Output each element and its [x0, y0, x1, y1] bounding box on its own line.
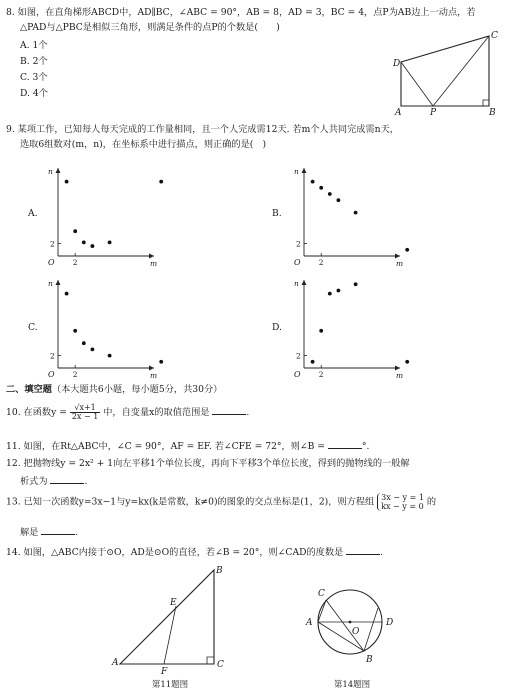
q14-text: 14. 如图，△ABC内接于⊙O，AD是⊙O的直径，若∠B = 20°，则∠CAD的度数是: [6, 547, 344, 558]
data-point: [108, 240, 112, 244]
data-point: [159, 360, 163, 364]
q9-panel-c-label: C.: [28, 322, 38, 333]
data-point: [405, 248, 409, 252]
x-tick-label: 2: [72, 258, 78, 267]
q9-panel-b-label: B.: [272, 208, 282, 219]
q8-label-a: A: [395, 108, 402, 118]
y-axis-arrow: [56, 168, 61, 173]
section2-note: （本大题共6小题，每小题5分，共30分）: [51, 384, 223, 395]
q8-stem-line1: 8. 如图，在直角梯形ABCD中，AD∥BC，∠ABC = 90°，AB = 8，AD = 3，BC = 4，点P为AB边上一动点，若: [6, 7, 476, 18]
fig14-label-a: A: [306, 618, 313, 628]
data-point: [354, 211, 358, 215]
y-axis-arrow: [56, 280, 61, 285]
fig11-label-e: E: [170, 598, 177, 608]
q13-equation-1: 3x − y = 1: [381, 493, 424, 502]
data-point: [82, 341, 86, 345]
x-tick-label: 2: [318, 258, 324, 267]
data-point: [91, 348, 95, 352]
q13-line2-text: 解是: [20, 527, 39, 538]
q10-prefix: 10. 在函数y =: [6, 407, 67, 418]
x-axis-label: m: [396, 371, 404, 380]
q12-line2: 析式为 .: [20, 476, 88, 487]
data-point: [73, 329, 77, 333]
fig14-label-o: O: [352, 627, 360, 637]
q10-line: 10. 在函数y = $\frac{√x+1}{2x - 1}$ 中，自变量x的取值范围是 .: [6, 403, 250, 421]
q8-option-d: D. 4个: [20, 88, 48, 99]
fig11-label-a: A: [112, 658, 119, 668]
data-point: [328, 292, 332, 296]
data-point: [82, 240, 86, 244]
fig14-label-d: D: [386, 618, 394, 628]
fig14-caption: 第14题图: [333, 680, 371, 690]
q8-label-c: C: [491, 31, 498, 41]
y-tick-label: 2: [296, 239, 301, 249]
q8-label-b: B: [489, 108, 496, 118]
x-axis-arrow: [149, 254, 154, 259]
origin-label: O: [48, 370, 55, 379]
data-point: [108, 354, 112, 358]
q9-stem-line2: 选取6组数对(m，n)，在坐标系中进行描点，则正确的是( ): [20, 139, 267, 150]
q10-fraction: [70, 404, 100, 421]
y-tick-label: 2: [296, 351, 301, 361]
q9-scatter-b: [290, 160, 420, 270]
q9-scatter-a: [44, 160, 174, 270]
q13-line1: [6, 493, 436, 511]
fig14-label-c: C: [318, 589, 325, 599]
q12-answer-blank[interactable]: [50, 475, 84, 484]
data-point: [311, 360, 315, 364]
q13-equation-system: [377, 493, 424, 511]
section2-heading: [6, 384, 222, 396]
x-axis-arrow: [395, 254, 400, 259]
q9-scatter-c: [44, 272, 174, 382]
q13-text: 13. 已知一次函数y=3x−1与y=kx(k是常数，k≠0)的图象的交点坐标是(1，2)，则方程组: [6, 496, 375, 508]
q10-denominator: 2x − 1: [71, 412, 99, 421]
data-point: [319, 329, 323, 333]
y-axis-arrow: [302, 168, 307, 173]
origin-label: O: [294, 258, 301, 267]
q9-stem-line1: 9. 某项工作，已知每人每天完成的工作量相同，且一个人完成需12天. 若m个人共同完成需n天，: [6, 124, 399, 135]
x-axis-label: m: [396, 259, 404, 268]
data-point: [91, 244, 95, 248]
y-axis-arrow: [302, 280, 307, 285]
q10-suffix: 中，自变量x的取值范围是: [103, 407, 210, 418]
q13-answer-blank[interactable]: [41, 526, 75, 535]
fig11-caption: 第11题图: [151, 680, 189, 690]
data-point: [73, 229, 77, 233]
q9-panel-d-label: D.: [272, 322, 282, 333]
y-axis-label: n: [294, 279, 299, 288]
q11-answer-blank[interactable]: [328, 440, 362, 449]
q12-line1: 12. 把抛物线y = 2x² + 1向左平移1个单位长度，再向下平移3个单位长度，得到的抛物线的一般解: [6, 458, 410, 469]
data-point: [159, 180, 163, 184]
q8-option-c: C. 3个: [20, 72, 48, 83]
y-axis-label: n: [48, 279, 53, 288]
origin-label: O: [294, 370, 301, 379]
x-axis-label: m: [150, 371, 158, 380]
q11-line: [6, 440, 369, 453]
data-point: [354, 282, 358, 286]
data-point: [337, 198, 341, 202]
q8-option-a: A. 1个: [20, 40, 48, 51]
x-tick-label: 2: [72, 370, 78, 379]
data-point: [311, 180, 315, 184]
q10-answer-blank[interactable]: [212, 406, 246, 415]
q11-suffix: °.: [361, 441, 370, 452]
fig11-label-c: C: [217, 660, 224, 670]
q8-label-d: D: [393, 59, 401, 69]
x-tick-label: 2: [318, 370, 324, 379]
q11-text: 11. 如图，在Rt△ABC中，∠C = 90°，AF = EF. 若∠CFE = 72°，则∠B =: [6, 441, 325, 452]
q14-line: 14. 如图，△ABC内接于⊙O，AD是⊙O的直径，若∠B = 20°，则∠CAD的度数是 .: [6, 547, 384, 558]
q8-label-p: P: [430, 108, 437, 118]
q8-stem-line2: △PAD与△PBC是相似三角形，则满足条件的点P的个数是( ): [20, 22, 280, 33]
q8-option-b: B. 2个: [20, 56, 48, 67]
fig11-label-b: B: [216, 566, 223, 576]
q14-answer-blank[interactable]: [346, 546, 380, 555]
data-point: [65, 180, 69, 184]
y-axis-label: n: [294, 167, 299, 176]
q13-tail: 的: [426, 496, 437, 508]
fig14-label-b: B: [366, 655, 373, 664]
fig14-circle-figure: [302, 582, 402, 664]
fig11-label-f: F: [161, 667, 168, 674]
q13-equation-2: kx − y = 0: [381, 502, 424, 512]
data-point: [319, 186, 323, 190]
data-point: [328, 192, 332, 196]
x-axis-arrow: [395, 366, 400, 371]
y-tick-label: 2: [50, 351, 55, 361]
q13-line2: 解是 .: [20, 527, 79, 538]
y-tick-label: 2: [50, 239, 55, 249]
section2-title: 二、填空题: [6, 384, 52, 395]
x-axis-label: m: [150, 259, 158, 268]
data-point: [65, 292, 69, 296]
q8-trapezoid-figure: [385, 28, 507, 118]
q10-numerator: √x+1: [70, 404, 100, 413]
q9-scatter-d: [290, 272, 420, 382]
fig11-triangle-figure: [110, 562, 230, 674]
data-point: [337, 289, 341, 293]
data-point: [405, 360, 409, 364]
origin-label: O: [48, 258, 55, 267]
q9-panel-a-label: A.: [28, 208, 38, 219]
q12-line2-text: 析式为: [20, 476, 48, 487]
y-axis-label: n: [48, 167, 53, 176]
x-axis-arrow: [149, 366, 154, 371]
